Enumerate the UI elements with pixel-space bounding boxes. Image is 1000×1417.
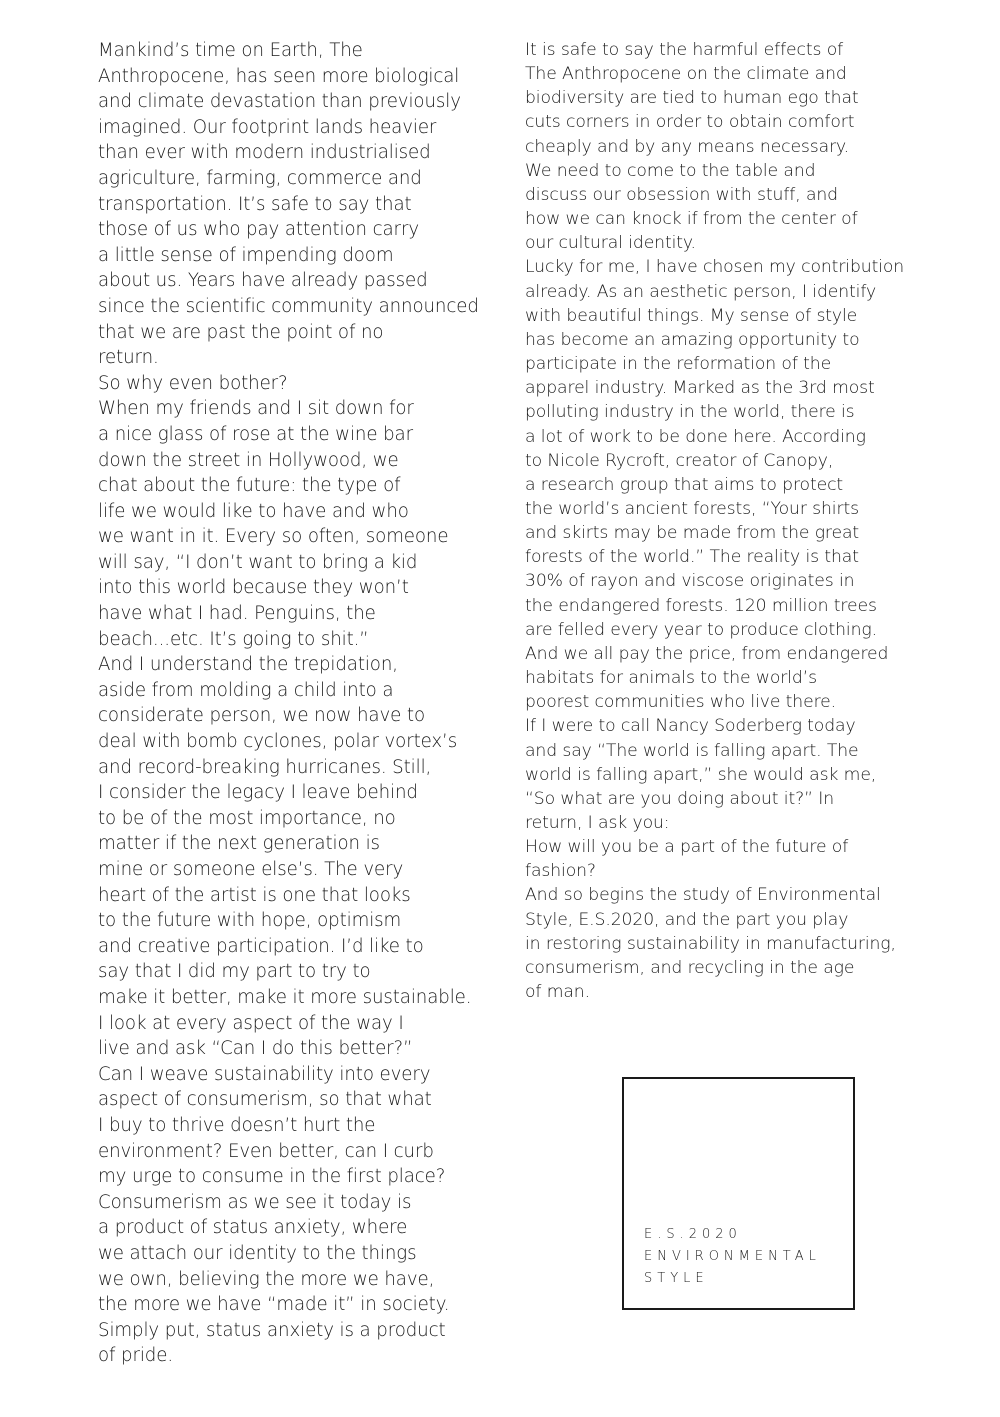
text-line: say that I did my part to try to [98, 961, 371, 983]
text-line: environment? Even better, can I curb [98, 1140, 434, 1162]
text-line: How will you be a part of the future of [525, 837, 849, 858]
text-line: apparel industry. Marked as the 3rd most [525, 378, 875, 399]
text-line: a research group that aims to protect [525, 474, 844, 495]
text-line: into this world because they won’t [98, 577, 409, 599]
text-line: imagined. Our footprint lands heavier [98, 116, 437, 138]
text-line: Anthropocene, has seen more biological [98, 65, 460, 87]
text-line: world is falling apart,” she would ask me, [525, 764, 877, 785]
text-line: have what I had. Penguins, the [98, 603, 376, 625]
text-line: cuts corners in order to obtain comfort [525, 112, 855, 133]
text-line: We need to come to the table and [525, 160, 816, 181]
text-line: a product of status anxiety, where [98, 1217, 408, 1239]
text-line: of man. [525, 982, 590, 1003]
text-line: how we can knock if from the center of [525, 209, 858, 230]
text-line: So why even bother? [98, 372, 288, 394]
text-line: since the scientific community announced [98, 295, 479, 317]
text-line: consumerism, and recycling in the age [525, 957, 855, 978]
text-line: than ever with modern industrialised [98, 142, 431, 164]
text-line: we own, believing the more we have, [98, 1268, 435, 1290]
logo-text [644, 1224, 821, 1290]
text-line: participate in the reformation of the [525, 354, 832, 375]
text-line: “So what are you doing about it?” In [525, 788, 835, 809]
text-line: life we would like to have and who [98, 500, 409, 522]
logo-line-style: STYLE [644, 1271, 709, 1286]
text-line: It is safe to say the harmful effects of [525, 40, 844, 60]
text-line: I look at every aspect of the way I [98, 1012, 404, 1034]
text-line: the endangered forests. 120 million trees [525, 595, 877, 616]
text-line: discuss our obsession with stuff, and [525, 184, 838, 205]
text-line: 30% of rayon and viscose originates in [525, 571, 855, 592]
text-line: cheaply and by any means necessary. [525, 136, 850, 157]
text-line: Style, E.S.2020, and the part you play [525, 909, 849, 930]
text-line: chat about the future: the type of [98, 475, 401, 497]
text-line: return. [98, 347, 159, 369]
text-line: down the street in Hollywood, we [98, 449, 399, 471]
text-line: considerate person, we now have to [98, 705, 425, 727]
text-line: and climate devastation than previously [98, 91, 461, 113]
text-line: and say “The world is falling apart. The [525, 740, 859, 761]
text-line: I consider the legacy I leave behind [98, 782, 418, 804]
text-line: Mankind’s time on Earth, The [98, 40, 363, 61]
text-line: I buy to thrive doesn’t hurt the [98, 1114, 376, 1136]
text-line: a little sense of impending doom [98, 244, 394, 266]
text-line: Lucky for me, I have chosen my contribution [525, 257, 905, 278]
text-line: will say, “I don’t want to bring a kid [98, 551, 418, 573]
text-line: with beautiful things. My sense of style [525, 305, 858, 326]
text-line: mine or someone else’s. The very [98, 859, 404, 880]
text-line: aspect of consumerism, so that what [98, 1089, 432, 1111]
text-line: those of us who pay attention carry [98, 219, 419, 241]
text-line: poorest communities who live there. [525, 692, 837, 713]
text-line: has become an amazing opportunity to [525, 329, 860, 350]
text-line: my urge to consume in the first place? [98, 1166, 446, 1188]
text-line: of pride. [98, 1345, 174, 1367]
text-line: beach...etc. It’s going to shit.” [98, 628, 369, 650]
text-line: live and ask “Can I do this better?” [98, 1038, 413, 1060]
text-line: Simply put, status anxiety is a product [98, 1319, 446, 1341]
text-line: heart of the artist is one that looks [98, 884, 411, 906]
text-line: the world’s ancient forests, “Your shirts [525, 498, 859, 519]
text-line: fashion? [525, 861, 596, 882]
text-line: our cultural identity. [525, 233, 696, 254]
right-text-column [525, 38, 965, 1004]
text-line: The Anthropocene on the climate and [525, 64, 847, 85]
text-line: a nice glass of rose at the wine bar [98, 423, 413, 445]
text-line: we want in it. Every so often, someone [98, 526, 449, 548]
logo-line-environmental: ENVIRONMENTAL [644, 1249, 821, 1264]
text-line: When my friends and I sit down for [98, 398, 414, 420]
text-line: agriculture, farming, commerce and [98, 167, 422, 189]
text-line: in restoring sustainability in manufacturing, [525, 933, 896, 954]
text-line: And I understand the trepidation, [98, 654, 398, 676]
text-line: to Nicole Rycroft, creator of Canopy, [525, 450, 834, 471]
text-line: If I were to call Nancy Soderberg today [525, 716, 856, 737]
text-line: Can I weave sustainability into every [98, 1063, 431, 1085]
text-line: we attach our identity to the things [98, 1242, 417, 1264]
text-line: polluting industry in the world, there is [525, 402, 855, 423]
text-line: and creative participation. I’d like to [98, 935, 424, 957]
left-text-column [98, 38, 518, 1369]
text-line: deal with bomb cyclones, polar vortex’s [98, 731, 458, 753]
logo-box [622, 1077, 855, 1310]
text-line: to be of the most importance, no [98, 807, 396, 829]
text-line: biodiversity are tied to human ego that [525, 88, 859, 109]
text-line: and skirts may be made from the great [525, 523, 860, 544]
text-line: And we all pay the price, from endangered [525, 643, 889, 664]
logo-line-es2020: E.S.2020 [644, 1227, 742, 1242]
text-line: And so begins the study of Environmental [525, 885, 881, 906]
text-line: make it better, make it more sustainable. [98, 986, 472, 1008]
text-line: to the future with hope, optimism [98, 910, 402, 932]
text-line: return, I ask you: [525, 813, 670, 833]
text-line: forests of the world.” The reality is that [525, 547, 859, 568]
text-line: that we are past the point of no [98, 321, 384, 343]
text-line: the more we have “made it” in society. [98, 1294, 450, 1316]
text-line: matter if the next generation is [98, 833, 380, 855]
text-line: transportation. It’s safe to say that [98, 193, 412, 215]
text-line: and record-breaking hurricanes. Still, [98, 756, 432, 778]
text-line: aside from molding a child into a [98, 679, 394, 701]
text-line: habitats for animals to the world’s [525, 668, 817, 689]
text-line: are felled every year to produce clothing. [525, 619, 877, 640]
text-line: already. As an aesthetic person, I identify [525, 281, 877, 302]
text-line: a lot of work to be done here. According [525, 426, 866, 447]
text-line: about us. Years have already passed [98, 270, 428, 292]
text-line: Consumerism as we see it today is [98, 1191, 412, 1213]
